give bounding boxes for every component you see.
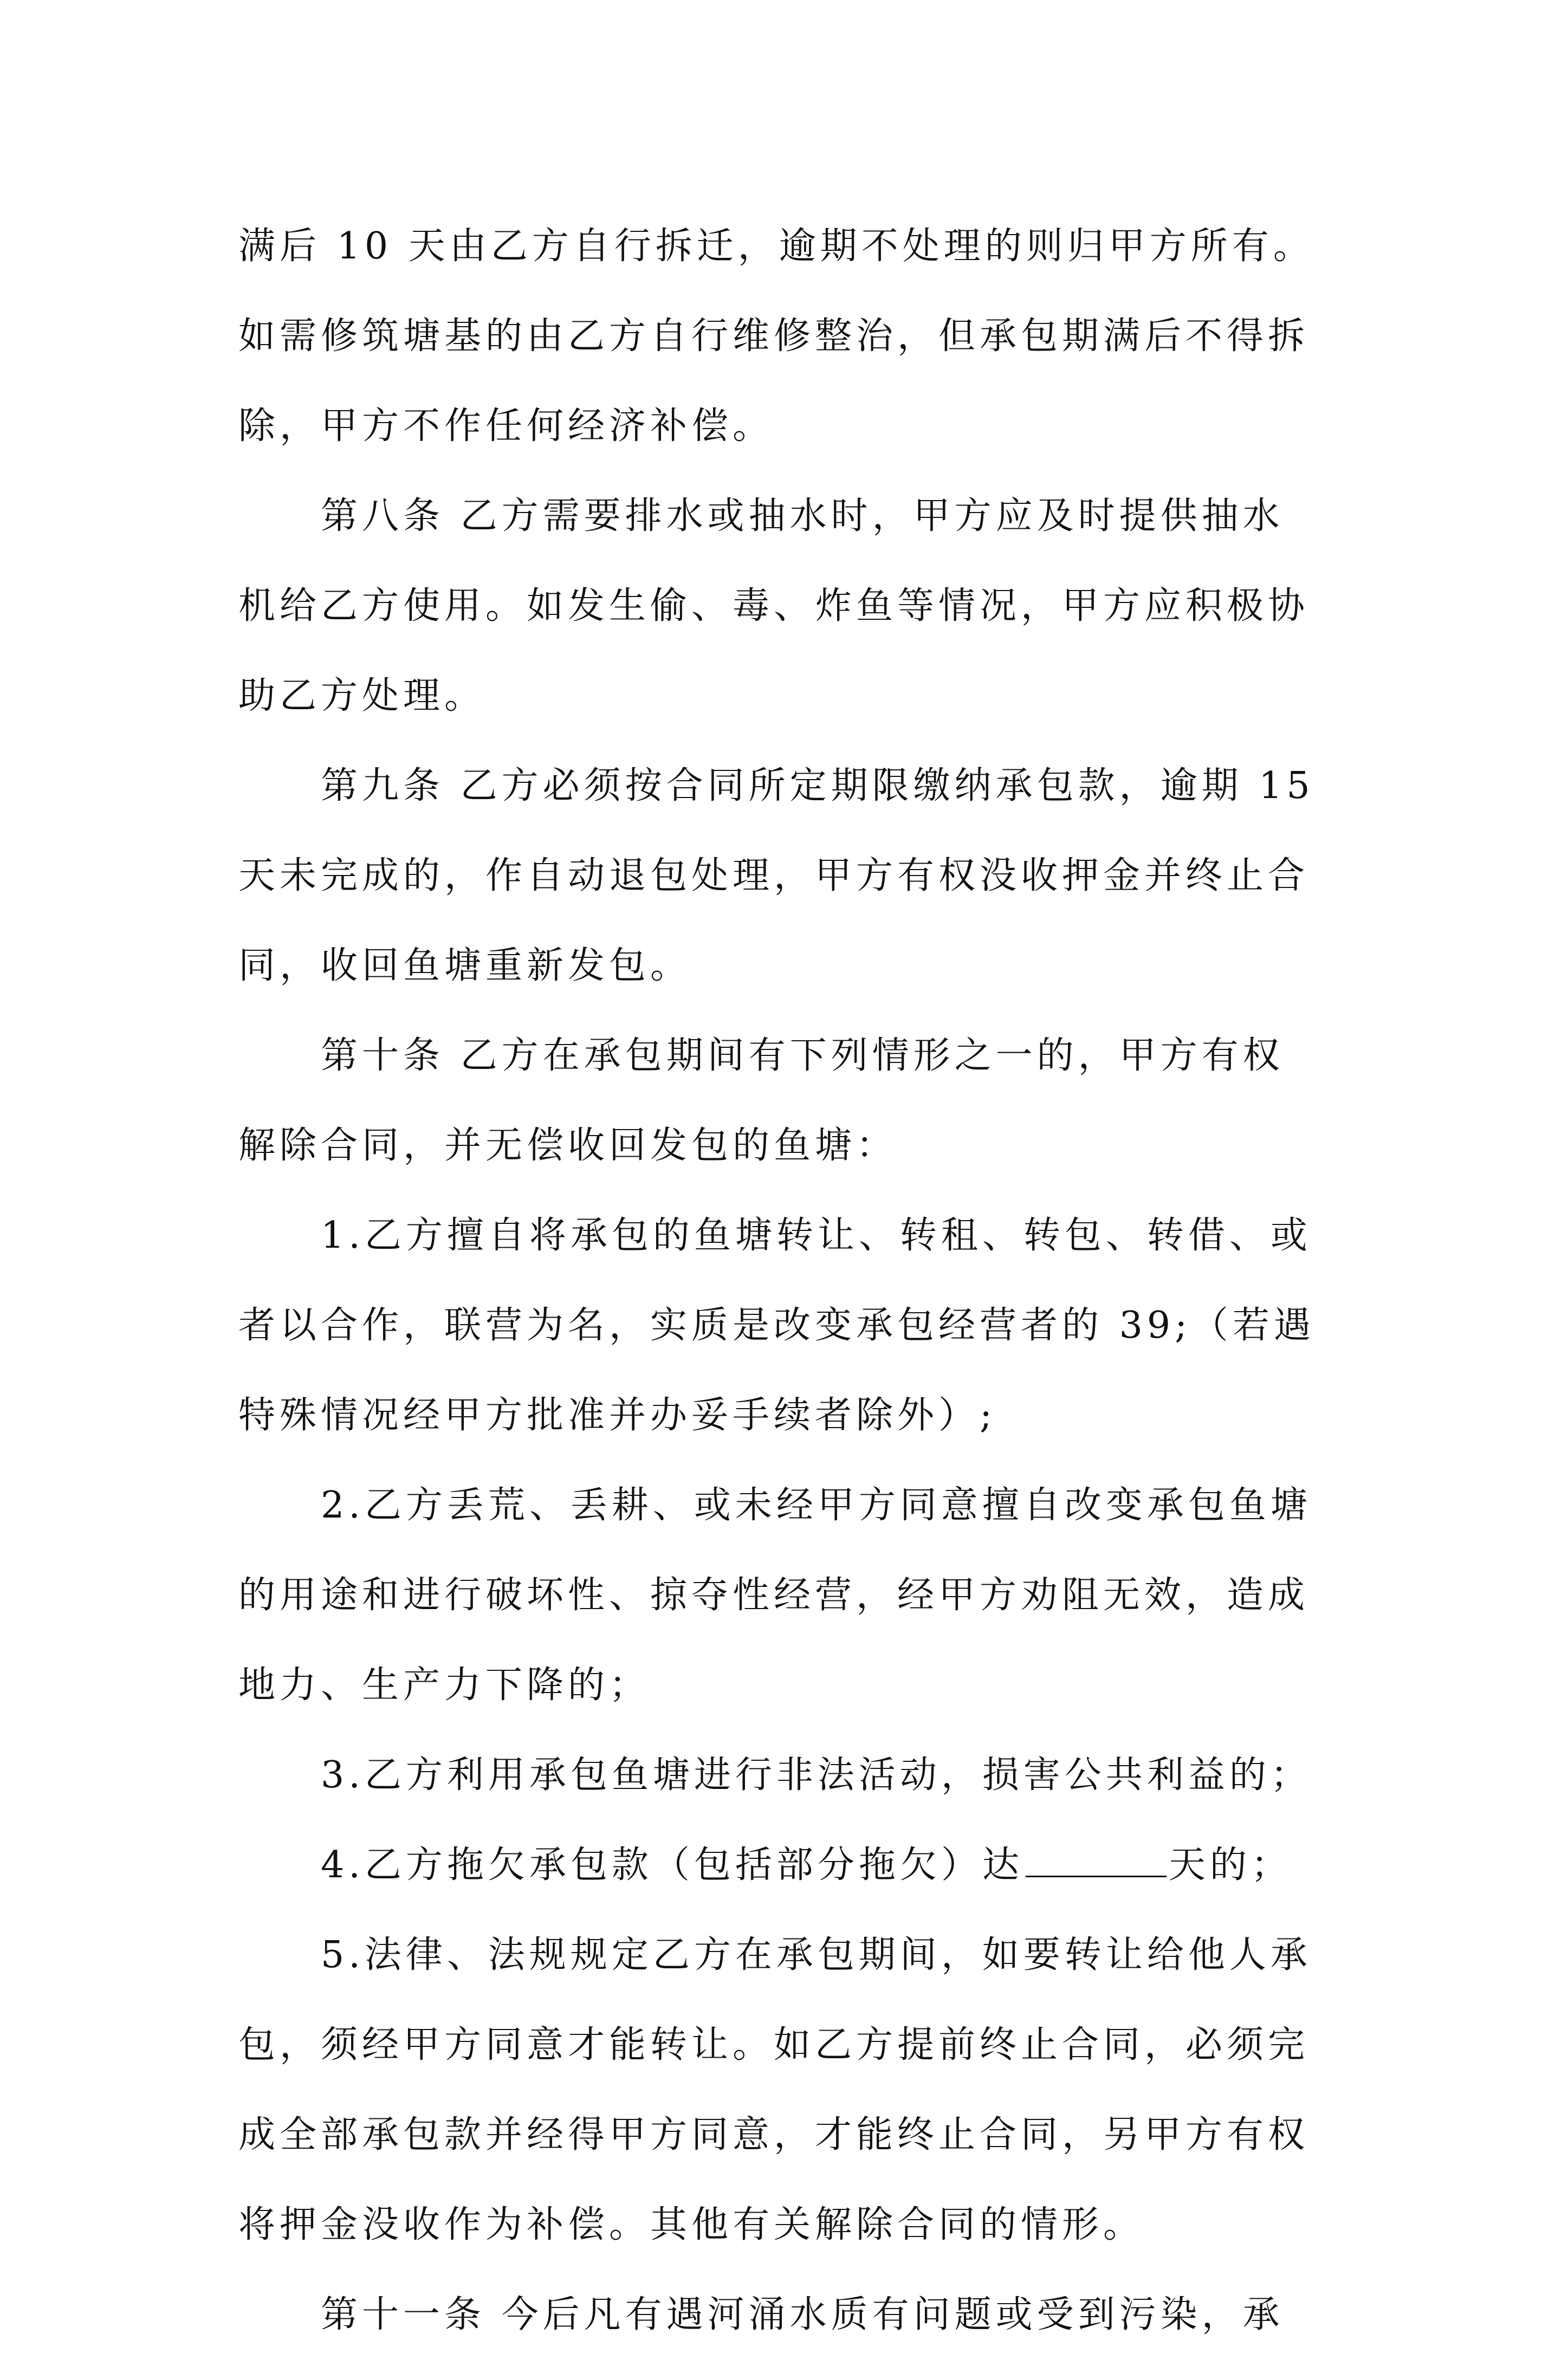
fill-in-blank[interactable] [1026,1843,1167,1877]
text-line: 解除合同，并无偿收回发包的鱼塘： [238,1124,898,1167]
article-8 [238,471,1344,741]
text-line: 包，须经甲方同意才能转让。如乙方提前终止合同，必须完 [238,2024,1310,2066]
text-line: 如需修筑塘基的由乙方自行维修整治，但承包期满后不得拆 [238,315,1310,358]
text-line: 成全部承包款并经得甲方同意，才能终止合同，另甲方有权 [238,2113,1310,2156]
article-10 [238,1011,1344,1191]
clause-item-1 [238,1191,1344,1461]
text-line: 第九条 乙方必须按合同所定期限缴纳承包款，逾期 15 [321,764,1314,807]
item4-suffix: 天的； [1168,1844,1292,1886]
text-line: 5.法律、法规规定乙方在承包期间，如要转让给他人承 [321,1934,1312,1976]
text-line: 第八条 乙方需要排水或抽水时，甲方应及时提供抽水 [321,495,1284,537]
text-line: 1.乙方擅自将承包的鱼塘转让、转租、转包、转借、或 [321,1214,1312,1257]
text-line: 同，收回鱼塘重新发包。 [238,944,692,987]
text-line: 特殊情况经甲方批准并办妥手续者除外）; [238,1394,996,1437]
text-line: 助乙方处理。 [238,675,486,717]
text-line [238,1820,1344,1910]
clause-item-4 [238,1820,1344,1910]
text-line: 第十条 乙方在承包期间有下列情形之一的，甲方有权 [321,1034,1284,1077]
text-line: 除，甲方不作任何经济补偿。 [238,405,774,448]
text-line: 3.乙方利用承包鱼塘进行非法活动，损害公共利益的； [321,1754,1312,1797]
text-line: 机给乙方使用。如发生偷、毒、炸鱼等情况，甲方应积极协 [238,585,1310,627]
article-11 [238,2270,1344,2360]
clause-item-2 [238,1461,1344,1730]
text-line: 满后 10 天由乙方自行拆迁，逾期不处理的则归甲方所有。 [238,225,1314,268]
text-line: 第十一条 今后凡有遇河涌水质有问题或受到污染，承 [321,2293,1284,2336]
text-line: 将押金没收作为补偿。其他有关解除合同的情形。 [238,2203,1145,2246]
document-body [238,202,1344,2360]
clause-item-5 [238,1910,1344,2270]
text-line: 地力、生产力下降的； [238,1664,651,1707]
paragraph-continuation [238,202,1344,471]
text-line: 天未完成的，作自动退包处理，甲方有权没收押金并终止合 [238,854,1310,897]
item4-prefix: 4.乙方拖欠承包款（包括部分拖欠）达 [321,1844,1023,1886]
article-9 [238,741,1344,1011]
text-line: 者以合作，联营为名，实质是改变承包经营者的 39;（若遇 [238,1304,1316,1347]
clause-item-3 [238,1730,1344,1820]
text-line: 的用途和进行破坏性、掠夺性经营，经甲方劝阻无效，造成 [238,1574,1310,1617]
text-line: 2.乙方丢荒、丢耕、或未经甲方同意擅自改变承包鱼塘 [321,1484,1312,1527]
